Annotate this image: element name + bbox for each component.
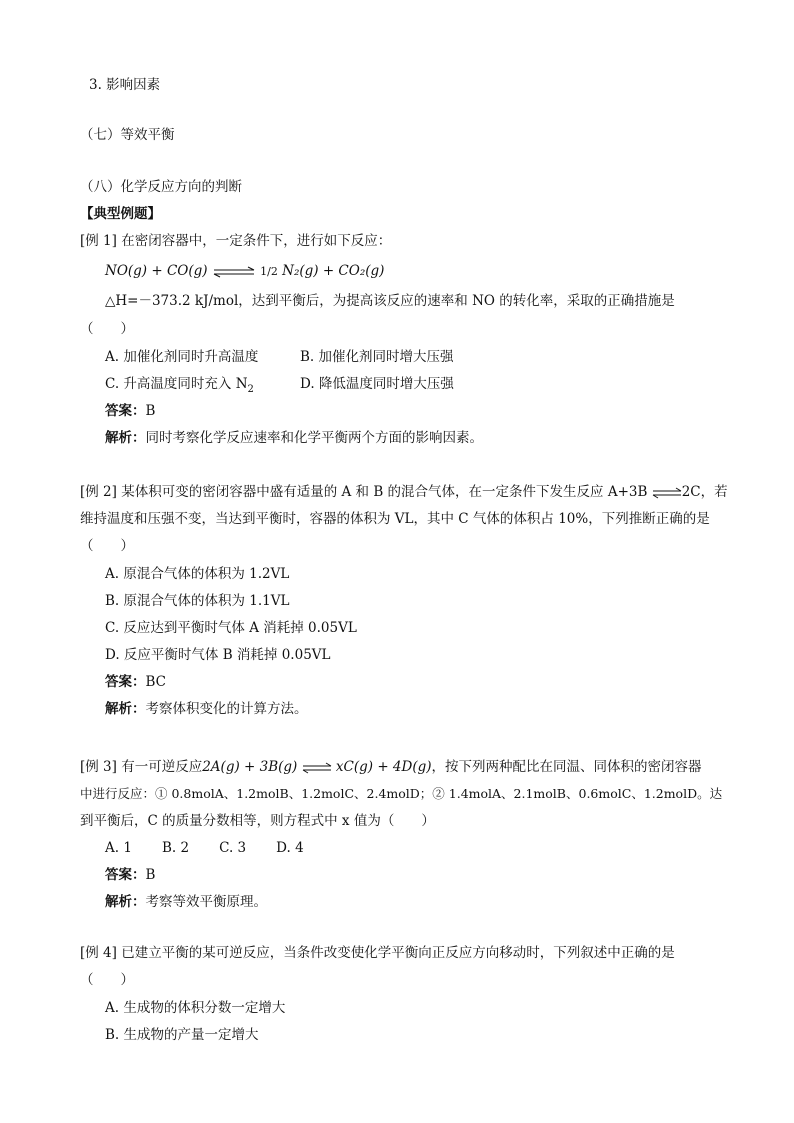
- answer-label: 答案：: [105, 674, 146, 690]
- example-4-option-a: A. 生成物的体积分数一定增大: [105, 1000, 286, 1016]
- section-8-reaction-direction: （八）化学反应方向的判断: [80, 179, 242, 195]
- example-3-stem-text: [例 3] 有一可逆反应: [80, 759, 203, 775]
- answer-value: B: [145, 867, 156, 883]
- example-1-stem: [例 1] 在密闭容器中，一定条件下，进行如下反应：: [80, 233, 392, 249]
- example-3-options: A. 1 B. 2 C. 3 D. 4: [105, 840, 304, 856]
- analysis-text: 考察体积变化的计算方法。: [145, 701, 308, 717]
- analysis-label: 解析：: [105, 894, 146, 910]
- example-3-stem-tail: ，按下列两种配比在同温、同体积的密闭容器: [431, 759, 702, 775]
- analysis-text: 考察等效平衡原理。: [145, 894, 267, 910]
- section-7-equivalent-equilibrium: （七）等效平衡: [80, 127, 175, 143]
- example-1-option-c: [105, 375, 254, 395]
- typical-examples-heading: 【典型例题】: [80, 206, 161, 222]
- example-3-answer: [105, 866, 155, 884]
- analysis-label: 解析：: [105, 430, 146, 446]
- example-2-analysis: [105, 700, 308, 718]
- example-2-option-c: C. 反应达到平衡时气体 A 消耗掉 0.05VL: [105, 620, 357, 636]
- example-1-analysis: [105, 429, 483, 447]
- answer-value: BC: [145, 674, 167, 690]
- answer-label: 答案：: [105, 403, 146, 419]
- reversible-arrow-icon: [302, 762, 332, 774]
- option-c-subscript: 2: [247, 384, 254, 395]
- example-3-line-3: 到平衡后，C 的质量分数相等，则方程式中 x 值为（ ）: [80, 813, 435, 829]
- example-1-enthalpy-line: △H=－373.2 kJ/mol，达到平衡后，为提高该反应的速率和 NO 的转化率，采取的正确措施是: [105, 293, 675, 309]
- equation-reactants: NO(g) + CO(g): [105, 263, 208, 279]
- example-2-stem: [80, 483, 728, 501]
- example-4-answer-paren: （ ）: [80, 972, 134, 988]
- example-2-answer-paren: （ ）: [80, 538, 134, 554]
- equation-reactants: 2A(g) + 3B(g): [202, 759, 298, 775]
- example-4-stem: [例 4] 已建立平衡的某可逆反应，当条件改变使化学平衡向正反应方向移动时，下列叙述中正确的是: [80, 945, 675, 961]
- equation-products: N₂(g) + CO₂(g): [282, 263, 385, 279]
- example-3-stem: [80, 758, 702, 776]
- example-2-line-2: 维持温度和压强不变，当达到平衡时，容器的体积为 VL，其中 C 气体的体积占 10%，下列推断正确的是: [80, 511, 710, 527]
- example-2-answer: [105, 673, 166, 691]
- example-2-option-d: D. 反应平衡时气体 B 消耗掉 0.05VL: [105, 647, 331, 663]
- example-1-option-d: D. 降低温度同时增大压强: [300, 376, 454, 392]
- analysis-label: 解析：: [105, 701, 146, 717]
- analysis-text: 同时考察化学反应速率和化学平衡两个方面的影响因素。: [145, 430, 483, 446]
- example-3-line-2: 中进行反应：① 0.8molA、1.2molB、1.2molC、2.4molD；② 1.4molA、2.1molB、0.6molC、1.2molD。达: [80, 786, 723, 801]
- reversible-arrow-icon: [652, 487, 682, 499]
- example-1-answer-paren: （ ）: [80, 321, 134, 337]
- example-1-answer: [105, 402, 155, 420]
- example-1-option-a: A. 加催化剂同时升高温度: [105, 349, 259, 365]
- section-3-influencing-factors: 3. 影响因素: [89, 77, 161, 93]
- reversible-arrow-icon: [212, 266, 256, 278]
- example-2-option-a: A. 原混合气体的体积为 1.2VL: [105, 566, 290, 582]
- example-4-option-b: B. 生成物的产量一定增大: [105, 1027, 259, 1043]
- example-2-stem-text: [例 2] 某体积可变的密闭容器中盛有适量的 A 和 B 的混合气体，在一定条件下发生反应 A+3B: [80, 484, 648, 500]
- answer-value: B: [145, 403, 156, 419]
- equation-coefficient: 1/2: [260, 265, 278, 278]
- example-1-option-b: B. 加催化剂同时增大压强: [300, 349, 454, 365]
- example-2-stem-tail: 2C，若: [681, 484, 728, 500]
- option-c-text: C. 升高温度同时充入 N: [105, 376, 248, 392]
- example-1-equation: [105, 262, 384, 281]
- answer-label: 答案：: [105, 867, 146, 883]
- equation-products: xC(g) + 4D(g): [335, 759, 432, 775]
- example-2-option-b: B. 原混合气体的体积为 1.1VL: [105, 593, 290, 609]
- example-3-analysis: [105, 893, 267, 911]
